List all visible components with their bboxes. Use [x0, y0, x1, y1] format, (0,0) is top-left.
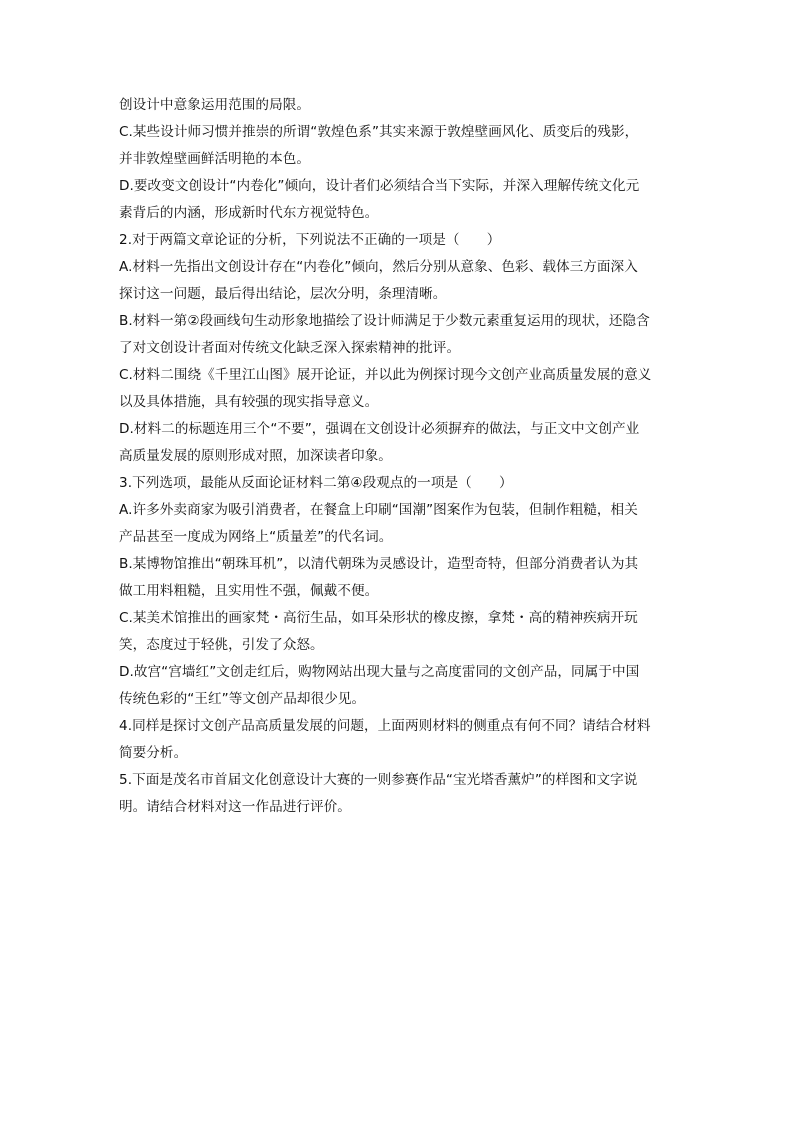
- option-b-line: B.材料一第②段画线句生动形象地描绘了设计师满足于少数元素重复运用的现状，还隐含: [119, 313, 650, 329]
- text-line: 做工用料粗糙，且实用性不强，佩戴不便。: [119, 583, 379, 599]
- text-line: 创设计中意象运用范围的局限。: [119, 97, 311, 113]
- option-c-line: C.某些设计师习惯并推崇的所谓“敦煌色系”其实来源于敦煌壁画风化、质变后的残影，: [119, 124, 639, 140]
- option-d-line: D.故宫“宫墙红”文创走红后，购物网站出现大量与之高度雷同的文创产品，同属于中国: [119, 664, 640, 680]
- option-a-line: A.材料一先指出文创设计存在“内卷化”倾向，然后分别从意象、色彩、载体三方面深入: [119, 259, 638, 275]
- text-line: 传统色彩的“王红”等文创产品却很少见。: [119, 691, 366, 707]
- question-3-line: 3.下列选项，最能从反面论证材料二第④段观点的一项是（ ）: [119, 475, 513, 491]
- question-5-line: 5.下面是茂名市首届文化创意设计大赛的一则参赛作品“宝光塔香薰炉”的样图和文字说: [119, 772, 638, 788]
- document-body: [119, 92, 675, 821]
- text-line: 了对文创设计者面对传统文化缺乏深入探索精神的批评。: [119, 340, 461, 356]
- text-line: 笑，态度过于轻佻，引发了众怒。: [119, 637, 324, 653]
- text-line: 素背后的内涵，形成新时代东方视觉特色。: [119, 205, 379, 221]
- text-line: 产品甚至一度成为网络上“质量差”的代名词。: [119, 529, 393, 545]
- text-line: 以及具体措施，具有较强的现实指导意义。: [119, 394, 379, 410]
- question-4-line: 4.同样是探讨文创产品高质量发展的问题，上面两则材料的侧重点有何不同？请结合材料: [119, 718, 651, 734]
- option-d-line: D.要改变文创设计“内卷化”倾向，设计者们必须结合当下实际，并深入理解传统文化元: [119, 178, 640, 194]
- option-c-line: C.某美术馆推出的画家梵・高衍生品，如耳朵形状的橡皮擦，拿梵・高的精神疾病开玩: [119, 610, 638, 626]
- text-line: 探讨这一问题，最后得出结论，层次分明，条理清晰。: [119, 286, 447, 302]
- option-d-line: D.材料二的标题连用三个“不要”，强调在文创设计必须摒弃的做法，与正文中文创产业: [119, 421, 640, 437]
- text-line: 简要分析。: [119, 745, 188, 761]
- question-2-line: 2.对于两篇文章论证的分析，下列说法不正确的一项是（ ）: [119, 232, 501, 248]
- option-b-line: B.某博物馆推出“朝珠耳机”，以清代朝珠为灵感设计，造型奇特，但部分消费者认为其: [119, 556, 639, 572]
- option-a-line: A.许多外卖商家为吸引消费者，在餐盒上印刷“国潮”图案作为包装，但制作粗糙，相关: [119, 502, 638, 518]
- text-line: 高质量发展的原则形成对照，加深读者印象。: [119, 448, 392, 464]
- text-line: 明。请结合材料对这一作品进行评价。: [119, 799, 351, 815]
- text-line: 并非敦煌壁画鲜活明艳的本色。: [119, 151, 311, 167]
- option-c-line: C.材料二围绕《千里江山图》展开论证，并以此为例探讨现今文创产业高质量发展的意义: [119, 367, 652, 383]
